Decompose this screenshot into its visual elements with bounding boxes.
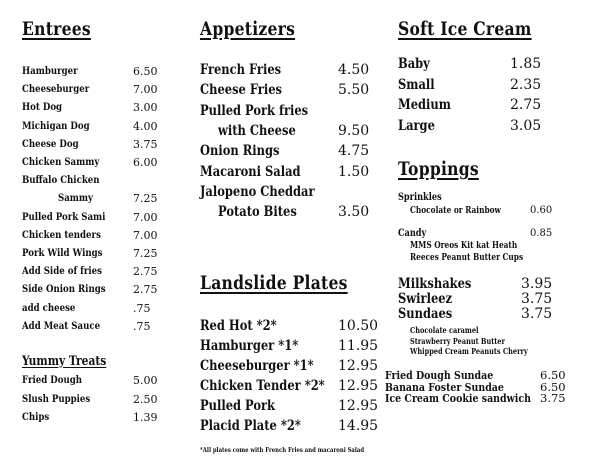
item-name: Chicken Tender *2* [200, 378, 325, 394]
menu-item [398, 291, 588, 306]
item-price: 6.00 [133, 156, 158, 169]
item-price: 7.25 [133, 247, 158, 260]
item-price: 4.50 [338, 62, 370, 78]
menu-item [22, 65, 192, 83]
item-name: Medium [398, 97, 451, 113]
menu-item [22, 83, 192, 101]
item-price: 7.00 [133, 210, 158, 224]
item-name: Potato Bites [218, 204, 297, 221]
menu-item [22, 393, 192, 412]
item-name: Baby [398, 56, 430, 72]
menu-item [218, 204, 390, 224]
item-price: 2.75 [510, 97, 542, 113]
menu-item [200, 184, 390, 204]
item-name: Cheese Fries [200, 82, 282, 99]
item-price: 2.75 [133, 283, 158, 297]
menu-item [58, 192, 192, 210]
item-price: 4.75 [338, 143, 370, 160]
item-name: Sundaes [398, 306, 453, 322]
entrees-title: Entrees [22, 18, 91, 40]
item-price: 6.50 [540, 379, 566, 394]
item-name: Fried Dough Sundae [385, 368, 494, 382]
item-name: Hamburger [22, 65, 78, 77]
item-name: Ice Cream Cookie sandwich [385, 391, 531, 405]
menu-item [22, 302, 192, 320]
menu-item [200, 62, 390, 82]
menu-item [385, 391, 595, 403]
item-name: Chicken tenders [22, 228, 101, 241]
item-price: 7.25 [133, 192, 158, 206]
candy-line-1: MMS Oreos Kit kat Heath [410, 241, 518, 251]
item-name: Swirleez [398, 291, 453, 307]
item-price: .75 [133, 319, 151, 333]
item-price: 3.75 [540, 391, 566, 405]
item-price: 5.00 [133, 374, 158, 387]
item-price: 1.50 [338, 163, 370, 180]
menu-item [22, 120, 192, 138]
item-price: 2.50 [133, 392, 158, 406]
item-name: Buffalo Chicken [22, 174, 100, 187]
item-price: .75 [133, 301, 151, 315]
item-price: 6.50 [540, 368, 566, 382]
menu-item [398, 306, 588, 321]
toppings-title: Toppings [398, 158, 479, 180]
item-name: Large [398, 117, 435, 134]
menu-item [22, 138, 192, 156]
item-price: 6.50 [133, 65, 158, 78]
menu-item [385, 380, 595, 392]
menu-item [200, 143, 390, 163]
item-price: 7.00 [133, 83, 158, 97]
item-price: 3.95 [521, 276, 553, 292]
menu-item [218, 123, 390, 143]
item-name: Sammy [58, 192, 94, 205]
menu-item [200, 358, 390, 378]
menu-item [22, 211, 192, 229]
item-name: Cheeseburger [22, 83, 90, 96]
item-price: 11.95 [338, 338, 379, 354]
item-name: Placid Plate *2* [200, 418, 301, 434]
item-name: Hamburger *1* [200, 338, 299, 354]
item-name: Banana Foster Sundae [385, 379, 504, 394]
item-price: 2.75 [133, 265, 158, 279]
item-price: 12.95 [338, 378, 379, 394]
menu-item [22, 156, 192, 174]
item-price: 3.75 [521, 306, 553, 322]
item-name: Add Side of fries [22, 265, 102, 278]
appetizers-title: Appetizers [200, 18, 296, 40]
shake-flavor: Whipped Cream Peanuts Cherry [410, 346, 528, 356]
menu-item [398, 56, 588, 77]
sprinkles-detail: Chocolate or Rainbow [410, 206, 501, 216]
item-price: 7.00 [133, 228, 158, 242]
item-price: 2.35 [510, 76, 542, 93]
item-name: Onion Rings [200, 143, 280, 160]
item-name: Small [398, 76, 435, 93]
item-name: Cheese Dog [22, 137, 79, 150]
menu-item [22, 265, 192, 283]
item-price: 3.75 [133, 137, 158, 151]
menu-item [398, 276, 588, 291]
item-name: Jalopeno Cheddar [200, 183, 315, 200]
item-price: 1.39 [133, 411, 158, 424]
sprinkles-label: Sprinkles [398, 192, 442, 203]
sprinkles-price: 0.60 [530, 205, 553, 216]
menu-item [22, 283, 192, 301]
menu-item [398, 118, 588, 139]
item-name: Cheeseburger *1* [200, 358, 314, 374]
item-price: 9.50 [338, 122, 370, 139]
item-price: 4.00 [133, 119, 158, 133]
item-name: Chicken Sammy [22, 156, 100, 168]
menu-item [200, 164, 390, 184]
menu-item [200, 82, 390, 102]
item-name: Michigan Dog [22, 119, 90, 132]
item-name: Add Meat Sauce [22, 319, 101, 332]
candy-label: Candy [398, 228, 427, 239]
item-name: Pork Wild Wings [22, 247, 103, 259]
soft-ice-cream-title: Soft Ice Cream [398, 18, 532, 40]
item-name: Pulled Pork [200, 398, 276, 414]
item-price: 3.00 [133, 101, 158, 115]
item-name: Chips [22, 411, 50, 423]
menu-item [200, 398, 390, 418]
shake-flavor: Strawberry Peanut Butter [410, 335, 505, 346]
shake-flavor: Chocolate caramel [410, 325, 479, 335]
item-name: add cheese [22, 301, 76, 314]
item-price: 5.50 [338, 82, 370, 99]
item-price: 3.50 [338, 204, 370, 221]
menu-item [22, 229, 192, 247]
item-price: 10.50 [338, 318, 379, 334]
yummy-treats-title: Yummy Treats [22, 354, 107, 369]
menu-item [22, 101, 192, 119]
item-price: 12.95 [338, 358, 379, 374]
item-name: Red Hot *2* [200, 318, 277, 334]
menu-item [200, 338, 390, 358]
item-price: 3.75 [521, 291, 553, 307]
menu-item [200, 378, 390, 398]
candy-line-2: Reeces Peanut Butter Cups [410, 253, 524, 263]
menu-item [200, 418, 390, 438]
item-price: 12.95 [338, 398, 379, 414]
menu-item [398, 97, 588, 118]
item-name: with Cheese [218, 122, 296, 139]
menu-item [200, 103, 390, 123]
item-name: Pulled Pork fries [200, 102, 309, 119]
menu-item [385, 368, 595, 380]
item-name: Macaroni Salad [200, 163, 301, 180]
menu-item [22, 374, 192, 393]
menu-item [22, 320, 192, 338]
menu-item [22, 411, 192, 430]
candy-price: 0.85 [530, 228, 553, 239]
item-name: Side Onion Rings [22, 283, 106, 296]
item-price: 3.05 [510, 117, 542, 134]
item-price: 1.85 [510, 56, 542, 72]
menu-item [200, 318, 390, 338]
item-name: French Fries [200, 62, 282, 78]
menu-item [22, 174, 192, 192]
item-name: Milkshakes [398, 276, 472, 292]
landslide-note: *All plates come with French Fries and macaroni Salad [200, 446, 365, 454]
landslide-title: Landslide Plates [200, 272, 348, 294]
item-name: Slush Puppies [22, 392, 91, 405]
item-price: 14.95 [338, 418, 379, 434]
item-name: Hot Dog [22, 101, 63, 114]
menu-item [398, 77, 588, 98]
item-name: Fried Dough [22, 374, 83, 386]
menu-item [22, 247, 192, 265]
item-name: Pulled Pork Sami [22, 210, 106, 223]
